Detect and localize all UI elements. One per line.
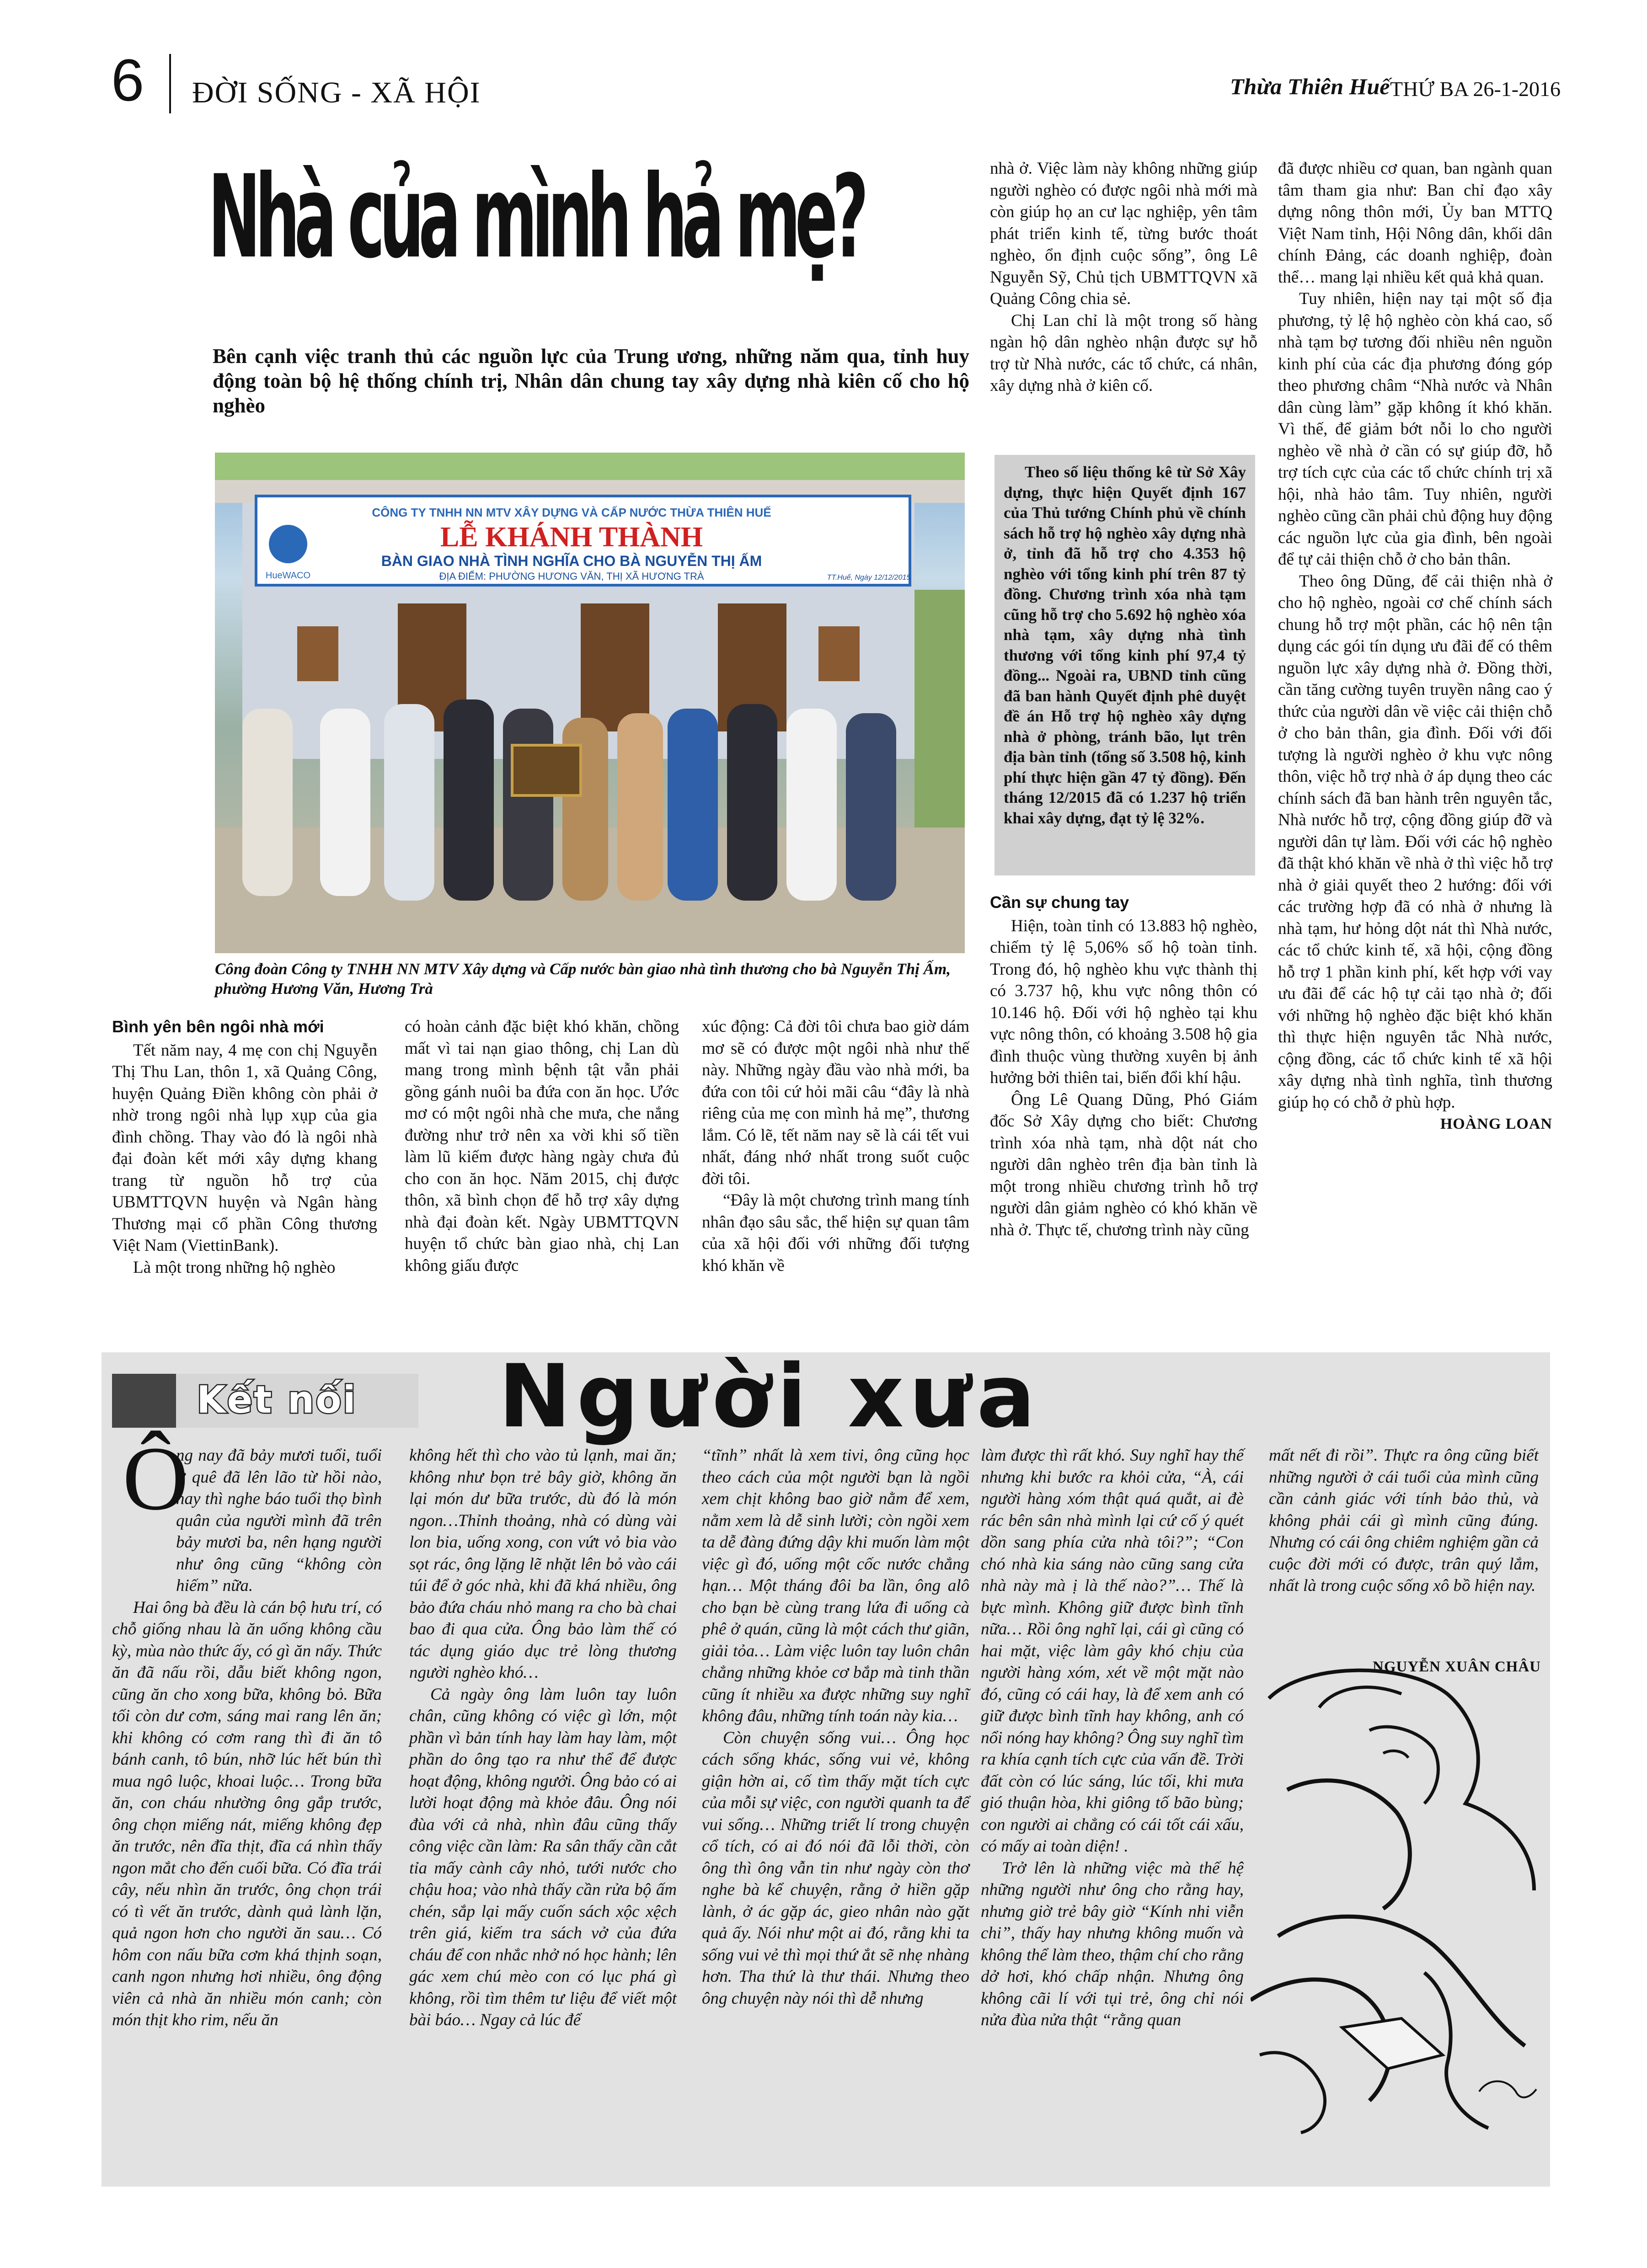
paragraph: Tết năm nay, 4 mẹ con chị Nguyễn Thị Thu Lan, thôn 1, xã Quảng Công, huyện Quảng Điền không còn phải ở nhờ trong ngôi nhà lụp xụp của gia đình chồng. Thay vào đó là ngôi nhà đại đoàn kết mới xây dựng khang trang từ nguồn hỗ trợ của UBMTTQVN huyện và Ngân hàng Thương mại cổ phần Công thương Việt Nam (ViettinBank).	[112, 1041, 377, 1255]
photo-illustration	[215, 453, 965, 953]
paragraph: ng nay đã bảy mươi tuổi, tuổi ở quê đã lên lão từ hồi nào, nay thì nghe báo tuổi thọ bình quân của người mình đã trên bảy mươi ba, nên hạng người như ông cũng “không còn hiếm” nữa.	[176, 1446, 382, 1595]
banner-org: CÔNG TY TNHH NN MTV XÂY DỰNG VÀ CẤP NƯỚC THỪA THIÊN HUẾ	[372, 506, 771, 519]
subhead-binh-yen: Bình yên bên ngôi nhà mới	[112, 1017, 324, 1036]
article-column-2	[405, 1016, 679, 1276]
presentation-plaque	[512, 745, 581, 795]
column-text-4	[981, 1445, 1244, 2031]
window-left	[297, 626, 338, 681]
paragraph: mất nết đi rồi”. Thực ra ông cũng biết những người ở cái tuổi của mình cũng cần cảnh giác với tính bảo thủ, và không phải cái gì mình cũng đúng. Nhưng có cái ông chiêm nghiệm gần cả cuộc đời mới có được, trân quý lắm, nhất là trong cuộc sống xô bồ hiện nay.	[1269, 1446, 1539, 1595]
page-number: 6	[111, 47, 144, 113]
paragraph: Còn chuyện sống vui… Ông học cách sống khác, sống vui vẻ, không giận hờn ai, cố tìm thấy mặt tích cực của mỗi sự việc, con người quanh ta để vui sống… Những triết lí trong chuyện cổ tích, có ai đó nói đã lỗi thời, còn ông thì ông vẫn tin như ngày còn thơ nghe bà kể chuyện, rằng ở hiền gặp lành, ở ác gặp ác, gieo nhân nào gặt quả ấy. Nói như một ai đó, rằng khi ta sống vui vẻ thì mọi thứ ắt sẽ nhẹ nhàng hơn. Tha thứ là thư thái. Nhưng theo ông chuyện này nói thì dễ nhưng	[702, 1728, 969, 2008]
elderly-man-sketch	[1251, 1653, 1543, 2137]
paragraph: “tĩnh” nhất là xem tivi, ông cũng học theo cách của một người bạn là ngồi xem chịt không bao giờ nằm để xem, nằm xem là dễ sinh lười; còn ngồi xem ta dễ đàng đứng dậy khi muốn làm một việc gì đó, uống một cốc nước chẳng hạn… Một tháng đôi ba lần, ông alô cho bạn bè cùng trang lứa đi uống cà phê ở quán, cũng là một cách thư giãn, giải tỏa… Làm việc luôn tay luôn chân chẳng những khỏe cơ bắp mà tinh thần cũng ít nhiều xa được những suy nghĩ không đâu, những tính toán này kia…	[702, 1446, 969, 1725]
paragraph: đã được nhiều cơ quan, ban ngành quan tâm tham gia như: Ban chỉ đạo xây dựng nông thôn mới, Ủy ban MTTQ Việt Nam tỉnh, Hội Nông dân, khối dân chính Đảng, các doanh nghiệp, đoàn thể… mang lại nhiều kết quả khả quan.	[1278, 159, 1552, 287]
newspaper-name: Thừa Thiên Huế	[1230, 74, 1390, 99]
paragraph: Tuy nhiên, hiện nay tại một số địa phương, tỷ lệ hộ nghèo còn khá cao, số nhà tạm bợ tương đối nhiều nên nguồn kinh phí của các địa phương đóng góp theo phương châm “Nhà nước và Nhân dân cùng làm” gặp không ít khó khăn. Vì thế, để giảm bớt nỗi lo cho người nghèo về nhà ở cần có sự giúp đỡ, hỗ trợ tích cực của các tổ chức chính trị xã hội, nhà hảo tâm. Tuy nhiên, người nghèo cũng cần phải chủ động huy động các nguồn lực của gia đình, bên ngoài để tự cải thiện chỗ ở cho bản thân.	[1278, 289, 1552, 569]
paragraph: làm được thì rất khó. Suy nghĩ hay thế nhưng khi bước ra khỏi cửa, “À, cái người hàng xóm thật quá quắt, ai đè rác bên sân nhà mình lại cứ cố ý quét dồn sang phía cửa nhà tôi?”; “Con chó nhà kia sáng nào cũng sang cửa nhà này mà ị là thế nào?”… Thế là bực mình. Không giữ được bình tĩnh nữa… Rồi ông nghĩ lại, cái gì cũng có hai mặt, việc làm gây khó chịu của người hàng xóm, xét về một mặt nào đó, cũng có cái hay, là để xem anh có giữ được bình tĩnh hay không, anh có nổi nóng hay không? Ông suy nghĩ tìm ra khía cạnh tích cực của vấn đề. Trời đất còn có lúc sáng, lúc tối, khi mưa gió thuận hòa, khi giông tố bão bùng; con người ai chẳng có cái tốt cái xấu, có mấy ai toàn diện! .	[981, 1446, 1244, 1856]
article-column-5	[1278, 158, 1552, 1135]
section-title: ĐỜI SỐNG - XÃ HỘI	[192, 76, 481, 109]
article-headline: Nhà của mình hả mẹ?	[208, 150, 863, 283]
sketch-illustration	[1251, 1653, 1543, 2137]
banner-title: LỄ KHÁNH THÀNH	[440, 522, 703, 553]
statbox-text: Theo số liệu thống kê từ Sở Xây dựng, thực hiện Quyết định 167 của Thủ tướng Chính phủ về chính sách hỗ trợ hộ nghèo xây dựng nhà ở, tỉnh đã hỗ trợ cho 4.353 hộ nghèo với tổng kinh phí trên 87 tỷ đồng. Chương trình xóa nhà tạm cũng hỗ trợ cho 5.692 hộ nghèo xóa nhà tạm, xây dựng nhà tình thương với tổng kinh phí 97,4 tỷ đồng... Ngoài ra, UBND tỉnh cũng đã ban hành Quyết định phê duyệt đề án Hỗ trợ hộ nghèo xây dựng nhà ở phòng, tránh bão, lụt trên địa bàn tỉnh (tổng số 3.508 hộ, kinh phí thực hiện gần 47 tỷ đồng). Đến tháng 12/2015 đã có 1.237 hộ triển khai xây dựng, đạt tỷ lệ 32%.	[1004, 463, 1246, 827]
column-title: Người xưa	[498, 1346, 1041, 1447]
photo-caption: Công đoàn Công ty TNHH NN MTV Xây dựng và Cấp nước bàn giao nhà tình thương cho bà Nguyễn Thị Ấm, phường Hương Văn, Hương Trà	[215, 960, 951, 998]
paragraph: Là một trong những hộ nghèo	[133, 1258, 336, 1277]
article-photo	[215, 453, 965, 953]
column-author: NGUYỄN XUÂN CHÂU	[1373, 1659, 1541, 1675]
paragraph: xúc động: Cả đời tôi chưa bao giờ dám mơ sẽ có được một ngôi nhà như thế này. Những ngày đầu vào nhà mới, ba đứa con tôi cứ hỏi mãi câu “đây là nhà riêng của mẹ con mình hả mẹ”, thương lắm. Có lẽ, tết năm nay sẽ là cái tết vui nhất, đáng nhớ nhất trong suốt cuộc đời tôi.	[702, 1017, 969, 1188]
article-column-1	[112, 1016, 377, 1278]
header-divider	[169, 54, 171, 113]
statistics-box	[995, 455, 1255, 875]
tree-canopy	[215, 453, 965, 480]
group-of-people	[242, 699, 896, 901]
paragraph: Hiện, toàn tỉnh có 13.883 hộ nghèo, chiếm tỷ lệ 5,06% số hộ toàn tỉnh. Trong đó, hộ nghèo khu vực thành thị có 3.737 hộ, khu vực nông thôn có 10.146 hộ. Đối với hộ nghèo tại khu vực nông thôn, có khoảng 3.508 hộ gia đình thuộc vùng thường xuyên bị ảnh hưởng bởi thiên tai, biến đổi khí hậu.	[990, 916, 1257, 1087]
field-background	[914, 590, 965, 827]
article-column-3	[702, 1016, 969, 1276]
paragraph: không hết thì cho vào tủ lạnh, mai ăn; không như bọn trẻ bây giờ, không ăn lại món dư bữa trước, dù đó là món ngon…Thỉnh thoảng, nhà có dùng vài lon bia, uống xong, con vứt vỏ bia vào sọt rác, ông lặng lẽ nhặt lên bỏ vào cái túi để ở góc nhà, khi đã khá nhiều, ông bảo đứa cháu nhỏ mang ra cho bà chai bao đi qua cửa. Ông bảo làm thế có tác dụng giáo dục trẻ lòng thương người nghèo khó…	[409, 1446, 677, 1682]
banner-subtitle: BÀN GIAO NHÀ TÌNH NGHĨA CHO BÀ NGUYỄN THỊ ẤM	[381, 553, 762, 569]
drop-cap: Ô	[123, 1428, 189, 1529]
article-column-4-bottom	[990, 891, 1257, 1241]
paragraph: Hai ông bà đều là cán bộ hưu trí, có chỗ giống nhau là ăn uống không cầu kỳ, mùa nào thức ấy, có gì ăn nấy. Thức ăn đã nấu rồi, dẫu biết không ngon, cũng ăn cho xong bữa, không bỏ. Bữa tối còn dư cơm, sáng mai rang lên ăn; khi không có cơm rang thì đi ăn tô bánh canh, tô bún, nhỡ lúc hết bún thì mua ngô luộc, khoai luộc… Trong bữa ăn, con cháu nhường ông gắp trước, ông chọn miếng nát, miếng không đẹp ăn trước, nên đĩa thịt, đĩa cá nhìn thấy ngon mắt cho đến cuối bữa. Có đĩa trái cây, nếu nhìn ăn trước, ông chọn trái có tì vết ăn trước, dành quả lành lặn, quả ngon hơn cho người ăn sau… Có hôm con nấu bữa cơm khá thịnh soạn, canh ngon nhưng hơi nhiều, ông động viên cả nhà ăn nhiều món canh; còn món thịt kho rim, nếu ăn	[112, 1598, 382, 2029]
column-text-1	[112, 1445, 382, 2031]
paragraph: Ông Lê Quang Dũng, Phó Giám đốc Sở Xây dựng cho biết: Chương trình xóa nhà tạm, nhà dột nát cho người dân nghèo trên địa bàn tỉnh là một trong nhiều chương trình hỗ trợ người dân giảm nghèo có khó khăn về nhà ở. Thực tế, chương trình này cũng	[990, 1090, 1257, 1239]
column-text-5	[1269, 1445, 1539, 1597]
column-tag-accent	[112, 1374, 176, 1428]
banner-location: ĐỊA ĐIỂM: PHƯỜNG HƯƠNG VĂN, THỊ XÃ HƯƠNG TRÀ	[439, 571, 704, 582]
banner-logo-mark	[269, 525, 307, 563]
column-tag-label: Kết nối	[197, 1378, 357, 1422]
article-lead: Bên cạnh việc tranh thủ các nguồn lực của Trung ương, những năm qua, tỉnh huy động toàn bộ hệ thống chính trị, Nhân dân chung tay xây dựng nhà kiên cố cho hộ nghèo	[213, 345, 969, 417]
article-column-4-top	[990, 158, 1257, 397]
door-center	[581, 603, 649, 731]
paragraph: Theo ông Dũng, để cải thiện nhà ở cho hộ nghèo, ngoài cơ chế chính sách chung hỗ trợ một phần, các hộ nên tận dụng các gói tín dụng ưu đãi để có thêm nguồn lực xây dựng nhà ở. Đồng thời, cần tăng cường tuyên truyền nâng cao ý thức của người dân về việc cải thiện chỗ ở cho bản thân, gia đình. Đối với đối tượng là người nghèo ở khu vực nông thôn, việc hỗ trợ nhà ở áp dụng theo các chính sách đã ban hành trên nguyên tắc, Nhà nước hỗ trợ, cộng đồng giúp đỡ và người dân tự làm. Đối với các hộ nghèo đã thật khó khăn về nhà ở thì việc hỗ trợ nhà ở giải quyết theo 2 hướng: đối với các trường hợp đã có nhà ở nhưng là nhà tạm, hư hỏng dột nát thì Nhà nước, các tổ chức kinh tế, xã hội, cộng đồng hỗ trợ 1 phần kinh phí, kết hợp với vay ưu đãi để các hộ tự cải tạo nhà ở; đối với những hộ nghèo đặc biệt khó khăn thì thực hiện nguyên tắc Nhà nước, cộng đồng, các tổ chức kinh tế xã hội xây dựng nhà tình nghĩa, tình thương giúp họ có chỗ ở phù hợp.	[1278, 571, 1552, 1112]
paragraph: nhà ở. Việc làm này không những giúp người nghèo có được ngôi nhà mới mà còn giúp họ an cư lạc nghiệp, yên tâm phát triển kinh tế, từng bước thoát nghèo, ổn định cuộc sống”, ông Lê Nguyễn Sỹ, Chủ tịch UBMTTQVN xã Quảng Công chia sẻ.	[990, 159, 1257, 308]
paragraph: Trở lên là những việc mà thế hệ những người như ông cho rằng hay, nhưng giờ trẻ bây giờ “Kính nhi viễn chi”, thấy hay nhưng không muốn và không thể làm theo, thậm chí cho rằng dở hơi, khó chấp nhận. Nhưng ông không cãi lí với tụi trẻ, ông chỉ nói nửa đùa nửa thật “rằng quan	[981, 1858, 1244, 2029]
issue-date: THỨ BA 26-1-2016	[1390, 77, 1561, 101]
window-right	[818, 626, 860, 681]
paragraph: “Đây là một chương trình mang tính nhân đạo sâu sắc, thể hiện sự quan tâm của xã hội đối với những đối tượng khó khăn về	[702, 1191, 970, 1275]
paragraph: có hoàn cảnh đặc biệt khó khăn, chồng mất vì tai nạn giao thông, chị Lan dù mang trong mình bệnh tật vẫn phải gồng gánh nuôi ba đứa con ăn học. Ước mơ có một ngôi nhà che mưa, che nắng đường như trở nên xa vời khi số tiền làm lũ kiếm được hàng ngày chưa đủ cho con ăn học. Năm 2015, chị được thôn, xã bình chọn để hỗ trợ xây dựng nhà đại đoàn kết. Ngày UBMTTQVN huyện tổ chức bàn giao nhà, chị Lan không giấu được	[405, 1017, 679, 1275]
banner-logo-text: HueWACO	[265, 571, 311, 581]
paragraph: Chị Lan chỉ là một trong số hàng ngàn hộ dân nghèo nhận được sự hỗ trợ từ Nhà nước, các tổ chức, cá nhân, xây dựng nhà ở kiên cố.	[990, 311, 1257, 395]
paragraph: Cả ngày ông làm luôn tay luôn chân, cũng không có việc gì lớn, một phần vì bản tính hay làm hay làm, một phần do ông tạo ra như thể để được hoạt động, không ngưởi. Ông bảo có ai lười hoạt động mà khỏe đâu. Ông nói đùa với cả nhà, nhìn đâu cũng thấy công việc cần làm: Ra sân thấy cần cắt tỉa mấy cành cây nhỏ, tưới nước cho chậu hoa; vào nhà thấy cần rửa bộ ấm chén, sắp lại mấy cuốn sách xộc xệch trên giá, kiếm tra sách vở của đứa cháu để con nhắc nhở nó học hành; lên gác xem chú mèo con có lục phá gì không, rồi tìm thêm tư liệu để viết một bài báo… Ngay cả lúc để	[409, 1685, 677, 2029]
article-author: HOÀNG LOAN	[1440, 1115, 1552, 1132]
subhead-can-su-chung-tay: Cần sự chung tay	[990, 893, 1129, 912]
column-text-2	[409, 1445, 677, 2031]
column-text-3	[702, 1445, 969, 2009]
banner-date: TT.Huế, Ngày 12/12/2015	[827, 574, 911, 582]
